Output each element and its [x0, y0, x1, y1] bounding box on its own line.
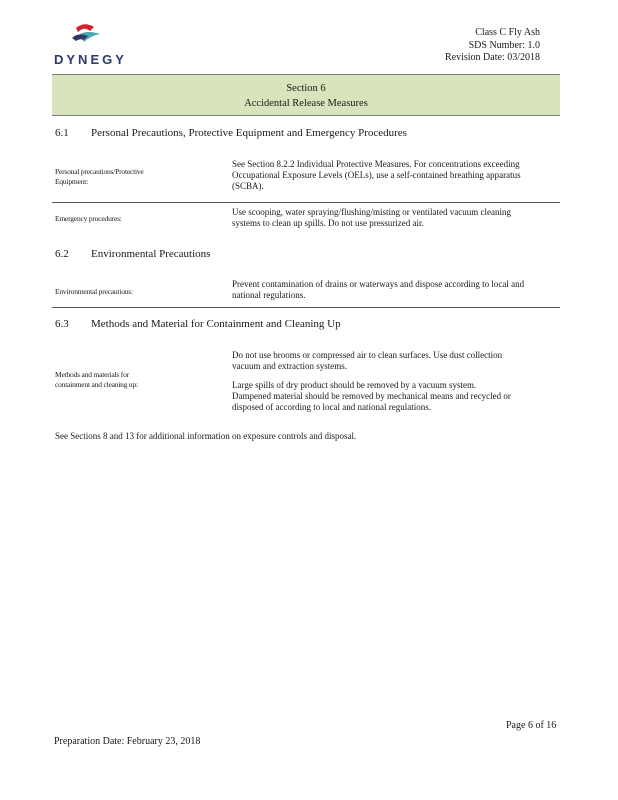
row-label: Environmental precautions: — [55, 287, 133, 296]
section-banner — [52, 74, 560, 116]
logo-text: DYNEGY — [54, 52, 127, 67]
subsection-6-3-heading — [55, 318, 341, 330]
page-number: Page 6 of 16 — [506, 720, 557, 731]
subsection-number: 6.1 — [55, 127, 69, 139]
row-text: Use scooping, water spraying/flushing/misting or ventilated vacuum cleaning systems to clean up spills. Do not use pressurized air. — [232, 207, 511, 228]
subsection-title: Methods and Material for Containment and Cleaning Up — [91, 318, 341, 330]
divider — [52, 307, 560, 308]
row-text: See Section 8.2.2 Individual Protective Measures. For concentrations exceeding Occupational Exposure Levels (OELs), use a self-contained breathing apparatus (SCBA). — [232, 159, 521, 191]
see-also-note: See Sections 8 and 13 for additional information on exposure controls and disposal. — [55, 431, 357, 441]
row-label: Emergency procedures: — [55, 214, 122, 223]
subsection-number: 6.3 — [55, 318, 69, 330]
row-text: Large spills of dry product should be removed by a vacuum system. Dampened material should be removed by mechanical means and recycled or disposed of according to local and national regulations. — [232, 380, 511, 412]
subsection-title: Personal Precautions, Protective Equipment and Emergency Procedures — [91, 127, 407, 139]
subsection-6-1-heading — [55, 127, 407, 139]
row-label: Methods and materials for containment and cleaning up: — [55, 370, 138, 389]
product-name: Class C Fly Ash — [475, 27, 540, 38]
subsection-title: Environmental Precautions — [91, 248, 211, 260]
revision-date: Revision Date: 03/2018 — [445, 52, 540, 63]
sds-number: SDS Number: 1.0 — [468, 39, 540, 51]
preparation-date: Preparation Date: February 23, 2018 — [54, 736, 201, 747]
divider — [52, 202, 560, 203]
row-text: Do not use brooms or compressed air to clean surfaces. Use dust collection vacuum and extraction systems. — [232, 350, 503, 371]
subsection-number: 6.2 — [55, 248, 69, 260]
subsection-6-2-heading — [55, 248, 210, 260]
section-number: Section 6 — [286, 83, 326, 94]
row-text: Prevent contamination of drains or waterways and dispose according to local and national regulations. — [232, 279, 525, 300]
row-label: Personal precautions/Protective Equipment: — [55, 167, 144, 186]
section-title: Accidental Release Measures — [244, 98, 368, 109]
document-header — [445, 27, 540, 65]
